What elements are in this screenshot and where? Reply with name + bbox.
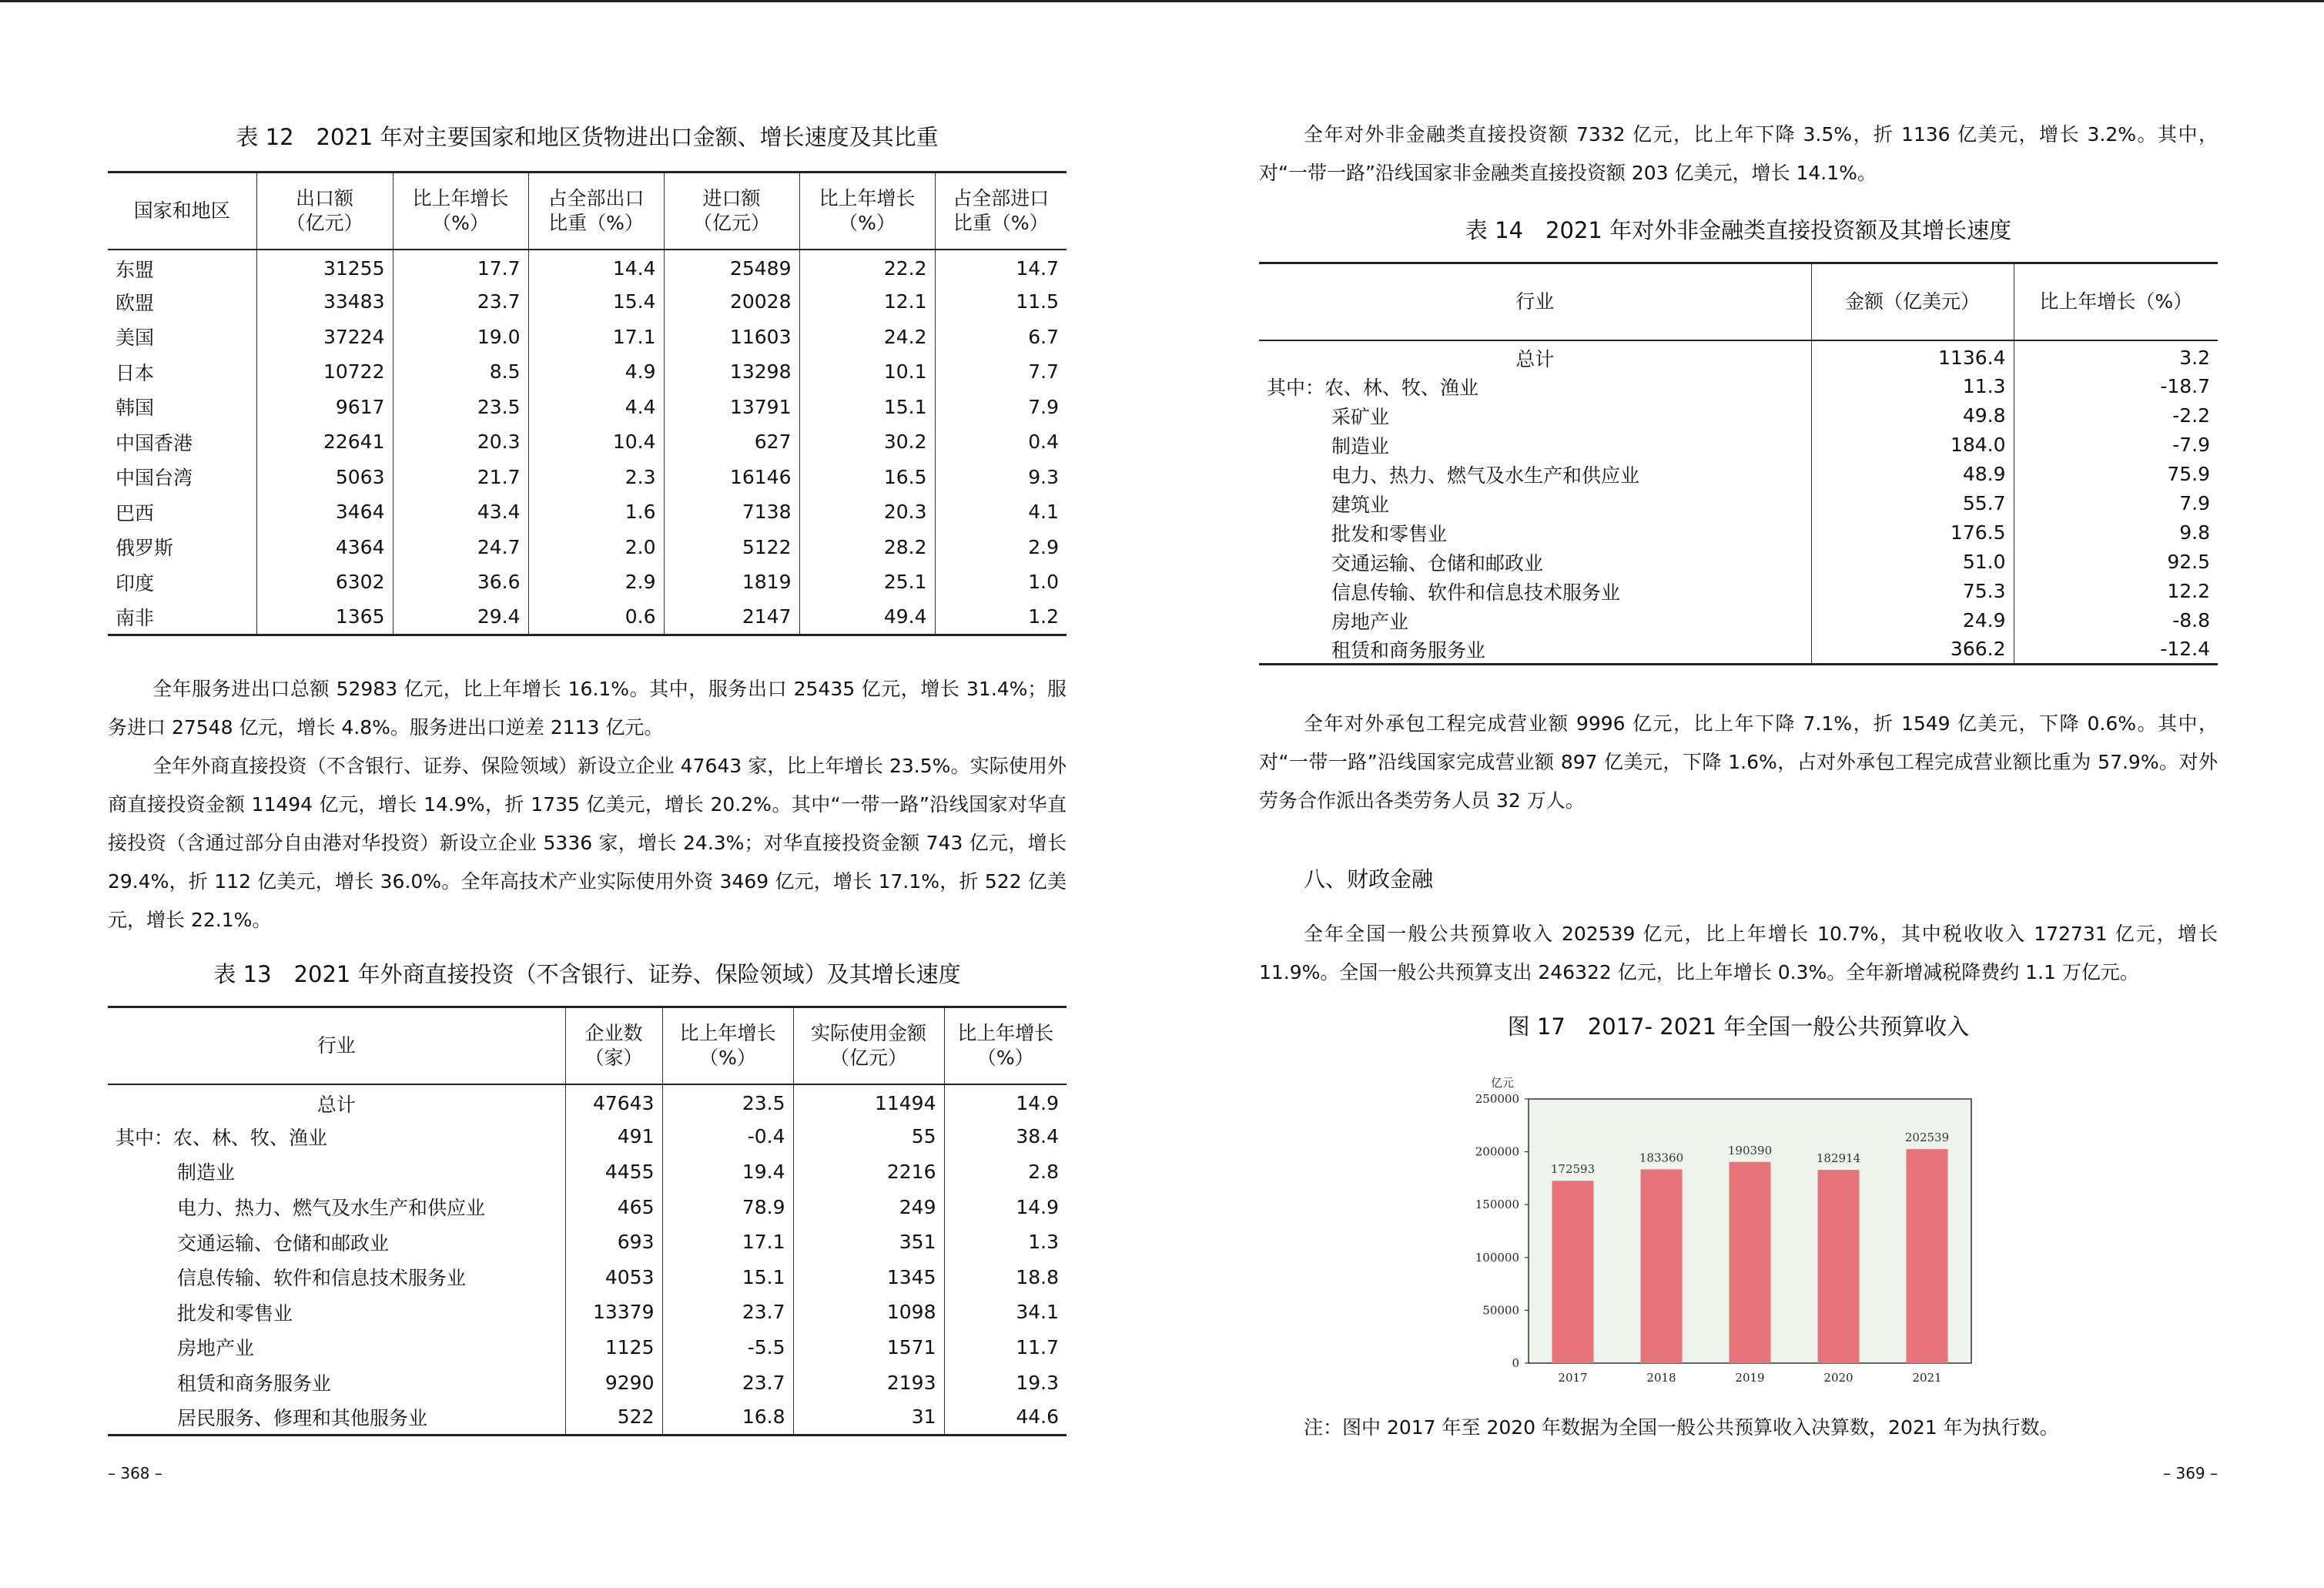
table14-caption: 表 14 2021 年对外非金融类直接投资额及其增长速度 (1465, 217, 2012, 243)
t12-head-col-2: 比上年增长 （%） (393, 173, 528, 250)
cell-value: 4.1 (935, 494, 1067, 530)
cell-value: 23.5 (393, 390, 528, 425)
table-row (1259, 372, 2218, 401)
cell-value: 6302 (256, 565, 393, 600)
right-page (1259, 0, 2218, 1588)
row-label: 房地产业 (177, 1337, 255, 1360)
cell-value: 23.7 (393, 284, 528, 320)
cell-value: 75.3 (1811, 577, 2014, 606)
cell-value: 11.7 (944, 1330, 1067, 1365)
cell-value: 2147 (664, 600, 799, 635)
y-tick-label: 200000 (1475, 1144, 1519, 1159)
cell-value: 11.3 (1811, 372, 2014, 401)
t13-head-col-0: 行业 (108, 1007, 565, 1084)
row-label: 电力、热力、燃气及水生产和供应业 (177, 1197, 486, 1220)
t12-head-col-0: 国家和地区 (108, 173, 256, 250)
bar-2017 (1552, 1181, 1594, 1363)
cell-value: 11603 (664, 320, 799, 355)
t14-head-col-2: 比上年增长（%） (2014, 263, 2218, 340)
services-trade-paragraph: 全年服务进出口总额 52983 亿元，比上年增长 16.1%。其中，服务出口 25435 亿元，增长 31.4%；服务进口 27548 亿元，增长 4.8%。服务进出口逆差 2113 亿元。 (108, 678, 1067, 739)
row-label: 采矿业 (1331, 405, 1390, 428)
left-page (108, 0, 1067, 1588)
bar-2019 (1730, 1162, 1771, 1363)
cell-value: 24.7 (393, 530, 528, 565)
table-row (108, 1295, 1067, 1330)
cell-value: 19.4 (662, 1154, 793, 1190)
table-row (108, 600, 1067, 635)
data-label-2017: 172593 (1550, 1162, 1596, 1177)
x-tick-label-2019: 2019 (1735, 1371, 1765, 1385)
cell-value: 14.4 (528, 250, 664, 285)
cell-value: 11.5 (935, 284, 1067, 320)
cell-value: 13791 (664, 390, 799, 425)
cell-value: -18.7 (2014, 372, 2218, 401)
y-tick-label: 150000 (1475, 1198, 1519, 1212)
row-label: 总计 (1515, 347, 1555, 370)
cell-value: 16.5 (799, 460, 935, 495)
cell-value: 1125 (565, 1330, 662, 1365)
cell-value: -8.8 (2014, 606, 2218, 635)
bar-2021 (1907, 1149, 1948, 1363)
cell-value: 4053 (565, 1259, 662, 1295)
cell-value: 78.9 (662, 1189, 793, 1225)
cell-value: 1.3 (944, 1225, 1067, 1260)
cell-value: 2193 (793, 1365, 944, 1400)
table14 (1259, 262, 2218, 665)
table-row (108, 1189, 1067, 1225)
cell-value: 37224 (256, 320, 393, 355)
cell-value: 4.4 (528, 390, 664, 425)
y-tick-label: 100000 (1475, 1250, 1519, 1265)
row-label: 俄罗斯 (116, 537, 174, 560)
cell-value: 20.3 (799, 494, 935, 530)
cell-value: 14.7 (935, 250, 1067, 285)
cell-value: 2216 (793, 1154, 944, 1190)
cell-value: 33483 (256, 284, 393, 320)
row-label: 信息传输、软件和信息技术服务业 (177, 1267, 467, 1290)
cell-value: 21.7 (393, 460, 528, 495)
table12 (108, 171, 1067, 636)
y-axis-label: 亿元 (1490, 1076, 1515, 1090)
cell-value: 11494 (793, 1084, 944, 1120)
cell-value: 693 (565, 1225, 662, 1260)
cell-value: 16.8 (662, 1400, 793, 1436)
row-label: 制造业 (1331, 434, 1390, 457)
cell-value: 184.0 (1811, 431, 2014, 460)
t13-head-col-1: 企业数 （家） (565, 1007, 662, 1084)
row-label: 总计 (316, 1093, 356, 1116)
cell-value: -2.2 (2014, 401, 2218, 431)
cell-value: 28.2 (799, 530, 935, 565)
cell-value: 30.2 (799, 424, 935, 460)
row-label: 印度 (116, 571, 155, 595)
cell-value: 366.2 (1811, 635, 2014, 665)
cell-value: 25.1 (799, 565, 935, 600)
cell-value: 3464 (256, 494, 393, 530)
table-row (1259, 635, 2218, 665)
t12-head-col-1: 出口额 （亿元） (256, 173, 393, 250)
cell-value: 1.6 (528, 494, 664, 530)
figure17-note: 注：图中 2017 年至 2020 年数据为全国一般公共预算收入决算数，2021 年为执行数。 (1304, 1416, 2059, 1439)
cell-value: 23.5 (662, 1084, 793, 1120)
t12-head-col-3: 占全部出口 比重（%） (528, 173, 664, 250)
cell-value: 38.4 (944, 1119, 1067, 1154)
fdi-paragraph: 全年外商直接投资（不含银行、证券、保险领域）新设立企业 47643 家，比上年增长 23.5%。实际使用外商直接投资金额 11494 亿元，增长 14.9%，折 1735 亿美元，增长 20.2%。其中“一带一路”沿线国家对华直接投资（含通过部分自由港对华投资）新设立企业 5336 家，增长 24.3%；对华直接投资金额 743 亿元，增长 29.4%，折 112 亿美元，增长 36.0%。全年高技术产业实际使用外资 3469 亿元，增长 17.1%，折 522 亿美元，增长 22.1%。 (108, 755, 1067, 931)
data-label-2018: 183360 (1639, 1151, 1684, 1165)
cell-value: 49.8 (1811, 401, 2014, 431)
bar-2018 (1641, 1169, 1683, 1363)
cell-value: 51.0 (1811, 548, 2014, 577)
table-row (1259, 577, 2218, 606)
table13-header-row (108, 1007, 1067, 1084)
row-label: 电力、热力、燃气及水生产和供应业 (1331, 464, 1640, 487)
table-row (1259, 431, 2218, 460)
x-tick-label-2021: 2021 (1912, 1371, 1942, 1385)
row-label: 信息传输、软件和信息技术服务业 (1331, 581, 1621, 604)
t14-head-col-0: 行业 (1259, 263, 1811, 340)
cell-value: 20.3 (393, 424, 528, 460)
cell-value: 16146 (664, 460, 799, 495)
cell-value: 249 (793, 1189, 944, 1225)
data-label-2019: 190390 (1727, 1143, 1773, 1157)
table-row (108, 1400, 1067, 1436)
cell-value: 2.0 (528, 530, 664, 565)
cell-value: 23.7 (662, 1365, 793, 1400)
table-row (108, 424, 1067, 460)
table-row (1259, 489, 2218, 518)
t13-head-col-2: 比上年增长 （%） (662, 1007, 793, 1084)
row-label: 欧盟 (116, 291, 155, 314)
cell-value: 1571 (793, 1330, 944, 1365)
table13-caption: 表 13 2021 年外商直接投资（不含银行、证券、保险领域）及其增长速度 (213, 961, 961, 987)
row-label: 中国台湾 (116, 467, 193, 490)
cell-value: 13298 (664, 354, 799, 390)
x-tick-label-2017: 2017 (1558, 1371, 1588, 1385)
section-heading: 八、财政金融 (1304, 866, 1434, 892)
row-label: 其中：农、林、牧、渔业 (116, 1126, 328, 1149)
page-number-left: – 368 – (108, 1464, 162, 1482)
cell-value: 14.9 (944, 1189, 1067, 1225)
cell-value: 4455 (565, 1154, 662, 1190)
table12-header-row (108, 173, 1067, 250)
cell-value: 2.9 (935, 530, 1067, 565)
cell-value: 10722 (256, 354, 393, 390)
t14-head-col-1: 金额（亿美元） (1811, 263, 2014, 340)
cell-value: 18.8 (944, 1259, 1067, 1295)
cell-value: 12.1 (799, 284, 935, 320)
row-label: 交通运输、仓储和邮政业 (177, 1231, 390, 1255)
cell-value: 15.4 (528, 284, 664, 320)
table-row (1259, 606, 2218, 635)
table-row (108, 1225, 1067, 1260)
cell-value: 15.1 (799, 390, 935, 425)
cell-value: 20028 (664, 284, 799, 320)
cell-value: 15.1 (662, 1259, 793, 1295)
cell-value: 19.3 (944, 1365, 1067, 1400)
cell-value: 1098 (793, 1295, 944, 1330)
cell-value: 29.4 (393, 600, 528, 635)
data-label-2021: 202539 (1904, 1131, 1950, 1145)
cell-value: -0.4 (662, 1119, 793, 1154)
fiscal-paragraph: 全年全国一般公共预算收入 202539 亿元，比上年增长 10.7%，其中税收收入 172731 亿元，增长 11.9%。全国一般公共预算支出 246322 亿元，比上年增长 0.3%。全年新增减税降费约 1.1 万亿元。 (1259, 923, 2218, 983)
cell-value: 17.1 (528, 320, 664, 355)
table14-header-row (1259, 263, 2218, 340)
row-label: 中国香港 (116, 431, 193, 454)
cell-value: 4364 (256, 530, 393, 565)
cell-value: 10.1 (799, 354, 935, 390)
table-row (108, 1084, 1067, 1120)
cell-value: 7.7 (935, 354, 1067, 390)
cell-value: 176.5 (1811, 518, 2014, 548)
table-row (108, 250, 1067, 285)
cell-value: 6.7 (935, 320, 1067, 355)
table-row (1259, 518, 2218, 548)
table-row (108, 565, 1067, 600)
t12-head-col-5: 比上年增长 （%） (799, 173, 935, 250)
row-label: 其中：农、林、牧、渔业 (1267, 376, 1479, 399)
cell-value: 0.6 (528, 600, 664, 635)
cell-value: -12.4 (2014, 635, 2218, 665)
cell-value: 55.7 (1811, 489, 2014, 518)
figure17-caption: 图 17 2017- 2021 年全国一般公共预算收入 (1507, 1013, 1970, 1040)
cell-value: 1345 (793, 1259, 944, 1295)
cell-value: 44.6 (944, 1400, 1067, 1436)
cell-value: 24.2 (799, 320, 935, 355)
row-label: 交通运输、仓储和邮政业 (1331, 551, 1544, 575)
cell-value: 75.9 (2014, 460, 2218, 489)
cell-value: 49.4 (799, 600, 935, 635)
cell-value: 2.3 (528, 460, 664, 495)
cell-value: 2.9 (528, 565, 664, 600)
table-row (1259, 548, 2218, 577)
y-tick-label: 0 (1512, 1356, 1519, 1370)
cell-value: 627 (664, 424, 799, 460)
cell-value: 92.5 (2014, 548, 2218, 577)
cell-value: 22641 (256, 424, 393, 460)
table-row (108, 354, 1067, 390)
table-row (108, 1119, 1067, 1154)
cell-value: 4.9 (528, 354, 664, 390)
contract-paragraph: 全年对外承包工程完成营业额 9996 亿元，比上年下降 7.1%，折 1549 亿美元，下降 0.6%。其中，对“一带一路”沿线国家完成营业额 897 亿美元，下降 1.6%，占对外承包工程完成营业额比重为 57.9%。对外劳务合作派出各类劳务人员 32 万人。 (1259, 712, 2218, 812)
cell-value: 14.9 (944, 1084, 1067, 1120)
cell-value: 491 (565, 1119, 662, 1154)
cell-value: 5063 (256, 460, 393, 495)
cell-value: 9290 (565, 1365, 662, 1400)
table-row (108, 1259, 1067, 1295)
row-label: 东盟 (116, 258, 155, 281)
t12-head-col-6: 占全部进口 比重（%） (935, 173, 1067, 250)
cell-value: 5122 (664, 530, 799, 565)
cell-value: 9.8 (2014, 518, 2218, 548)
row-label: 租赁和商务服务业 (177, 1372, 332, 1395)
cell-value: 31255 (256, 250, 393, 285)
data-label-2020: 182914 (1816, 1151, 1861, 1166)
cell-value: 55 (793, 1119, 944, 1154)
page-number-right: – 369 – (2163, 1464, 2218, 1482)
y-tick-label: 250000 (1475, 1092, 1519, 1106)
cell-value: -7.9 (2014, 431, 2218, 460)
cell-value: 9617 (256, 390, 393, 425)
t12-head-col-4: 进口额 （亿元） (664, 173, 799, 250)
cell-value: 12.2 (2014, 577, 2218, 606)
table-row (108, 1154, 1067, 1190)
table-row (108, 284, 1067, 320)
table-row (108, 1365, 1067, 1400)
table-row (1259, 460, 2218, 489)
row-label: 批发和零售业 (177, 1302, 293, 1325)
row-label: 南非 (116, 606, 155, 629)
row-label: 居民服务、修理和其他服务业 (177, 1406, 428, 1429)
t13-head-col-4: 比上年增长 （%） (944, 1007, 1067, 1084)
cell-value: 351 (793, 1225, 944, 1260)
cell-value: 31 (793, 1400, 944, 1436)
row-label: 租赁和商务服务业 (1331, 638, 1486, 662)
cell-value: 43.4 (393, 494, 528, 530)
cell-value: -5.5 (662, 1330, 793, 1365)
table-row (1259, 401, 2218, 431)
cell-value: 1136.4 (1811, 340, 2014, 372)
table-row (108, 1330, 1067, 1365)
table-row (1259, 340, 2218, 372)
y-tick-label: 50000 (1482, 1303, 1519, 1318)
cell-value: 465 (565, 1189, 662, 1225)
cell-value: 1819 (664, 565, 799, 600)
cell-value: 47643 (565, 1084, 662, 1120)
cell-value: 2.8 (944, 1154, 1067, 1190)
table-row (108, 320, 1067, 355)
cell-value: 34.1 (944, 1295, 1067, 1330)
cell-value: 0.4 (935, 424, 1067, 460)
table13 (108, 1006, 1067, 1436)
cell-value: 17.7 (393, 250, 528, 285)
cell-value: 7.9 (2014, 489, 2218, 518)
t13-head-col-3: 实际使用金额 （亿元） (793, 1007, 944, 1084)
table-row (108, 460, 1067, 495)
cell-value: 1365 (256, 600, 393, 635)
cell-value: 9.3 (935, 460, 1067, 495)
table-row (108, 390, 1067, 425)
cell-value: 17.1 (662, 1225, 793, 1260)
row-label: 韩国 (116, 397, 155, 420)
cell-value: 23.7 (662, 1295, 793, 1330)
row-label: 制造业 (177, 1161, 236, 1184)
figure17-bar-chart (1467, 1067, 1991, 1390)
cell-value: 1.2 (935, 600, 1067, 635)
row-label: 建筑业 (1331, 493, 1390, 516)
cell-value: 1.0 (935, 565, 1067, 600)
table12-caption: 表 12 2021 年对主要国家和地区货物进出口金额、增长速度及其比重 (236, 124, 939, 150)
cell-value: 8.5 (393, 354, 528, 390)
row-label: 房地产业 (1331, 610, 1409, 633)
odi-paragraph: 全年对外非金融类直接投资额 7332 亿元，比上年下降 3.5%，折 1136 亿美元，增长 3.2%。其中，对“一带一路”沿线国家非金融类直接投资额 203 亿美元，增长 14.1%。 (1259, 123, 2218, 184)
row-label: 美国 (116, 327, 155, 350)
cell-value: 25489 (664, 250, 799, 285)
cell-value: 36.6 (393, 565, 528, 600)
cell-value: 7138 (664, 494, 799, 530)
cell-value: 48.9 (1811, 460, 2014, 489)
x-tick-label-2018: 2018 (1646, 1371, 1676, 1385)
cell-value: 19.0 (393, 320, 528, 355)
x-tick-label-2020: 2020 (1823, 1371, 1854, 1385)
cell-value: 24.9 (1811, 606, 2014, 635)
cell-value: 522 (565, 1400, 662, 1436)
cell-value: 10.4 (528, 424, 664, 460)
cell-value: 7.9 (935, 390, 1067, 425)
cell-value: 3.2 (2014, 340, 2218, 372)
cell-value: 22.2 (799, 250, 935, 285)
bar-2020 (1818, 1170, 1860, 1363)
row-label: 日本 (116, 361, 155, 384)
table-row (108, 494, 1067, 530)
table-row (108, 530, 1067, 565)
row-label: 巴西 (116, 501, 155, 524)
row-label: 批发和零售业 (1331, 522, 1448, 545)
cell-value: 13379 (565, 1295, 662, 1330)
